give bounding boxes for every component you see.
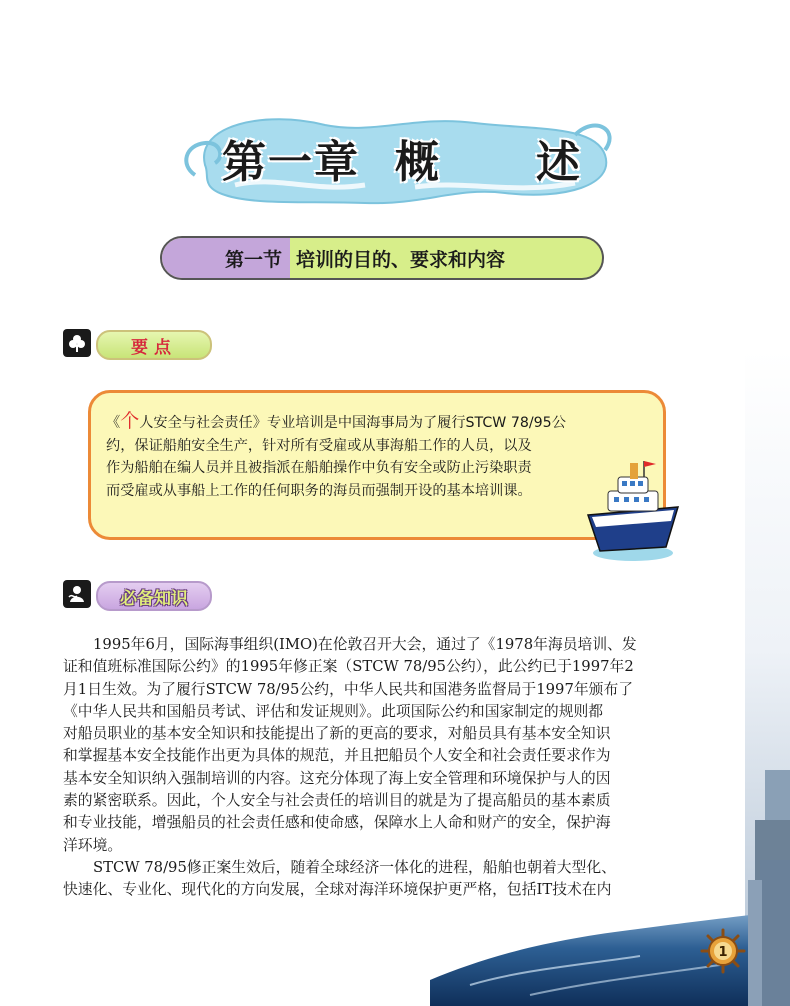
body-line-6: 和掌握基本安全技能作出更为具体的规范，并且把船员个人安全和社会责任要求作为: [63, 747, 611, 765]
chapter-title-word-2: 述: [536, 137, 582, 188]
body-line-11: STCW 78/95修正案生效后，随着全球经济一体化的进程，船舶也朝着大型化、: [93, 858, 616, 876]
body-line-9: 和专业技能，增强船员的社会责任感和使命感，保障水上人命和财产的安全，保护海: [63, 814, 611, 832]
key-points-line-2: 约，保证船舶安全生产，针对所有受雇或从事海船工作的人员，以及: [106, 437, 532, 454]
page-number-wheel: [700, 928, 746, 974]
clover-icon: [63, 329, 91, 357]
body-line-10: 洋环境。: [63, 836, 123, 854]
rider-icon: [63, 580, 91, 608]
body-line-12: 快速化、专业化、现代化的方向发展，全球对海洋环境保护更严格，包括IT技术在内: [63, 881, 612, 899]
key-points-line-4: 而受雇或从事船上工作的任何职务的海员而强制开设的基本培训课。: [106, 482, 532, 499]
key-points-text: [106, 410, 606, 502]
body-line-7: 基本安全知识纳入强制培训的内容。这充分体现了海上安全管理和环境保护与人的因: [63, 769, 611, 787]
page-number: 1: [718, 945, 728, 960]
key-points-line-3: 作为船舶在编人员并且被指派在船舶操作中负有安全或防止污染职责: [106, 460, 532, 476]
key-points-line-1: 《个人安全与社会责任》专业培训是中国海事局为了履行STCW 78/95公: [106, 410, 566, 432]
chapter-title-number: 第一章: [222, 137, 360, 188]
key-points-tag: 要点: [96, 330, 212, 360]
knowledge-tag: 必备知识: [96, 581, 212, 611]
ship-icon: [578, 455, 688, 565]
body-line-8: 素的紧密联系。因此，个人安全与社会责任的培训目的就是为了提高船员的基本素质: [63, 792, 611, 810]
section-number: 第一节: [162, 238, 290, 278]
body-line-3: 月1日生效。为了履行STCW 78/95公约，中华人民共和国港务监督局于1997年颁布了: [63, 680, 634, 698]
chapter-title: [222, 128, 582, 188]
section-title: 培训的目的、要求和内容: [296, 248, 506, 271]
section-banner: [160, 236, 604, 280]
body-line-1: 1995年6月，国际海事组织(IMO)在伦敦召开大会，通过了《1978年海员培训、发: [93, 636, 637, 653]
body-line-5: 对船员职业的基本安全知识和技能提出了新的更高的要求，对船员具有基本安全知识: [63, 725, 611, 743]
body-line-4: 《中华人民共和国船员考试、评估和发证规则》。此项国际公约和国家制定的规则都: [63, 702, 604, 720]
body-line-2: 证和值班标准国际公约》的1995年修正案（STCW 78/95公约），此公约已于1997年2: [63, 658, 634, 676]
chapter-title-word-1: 概: [395, 137, 441, 188]
